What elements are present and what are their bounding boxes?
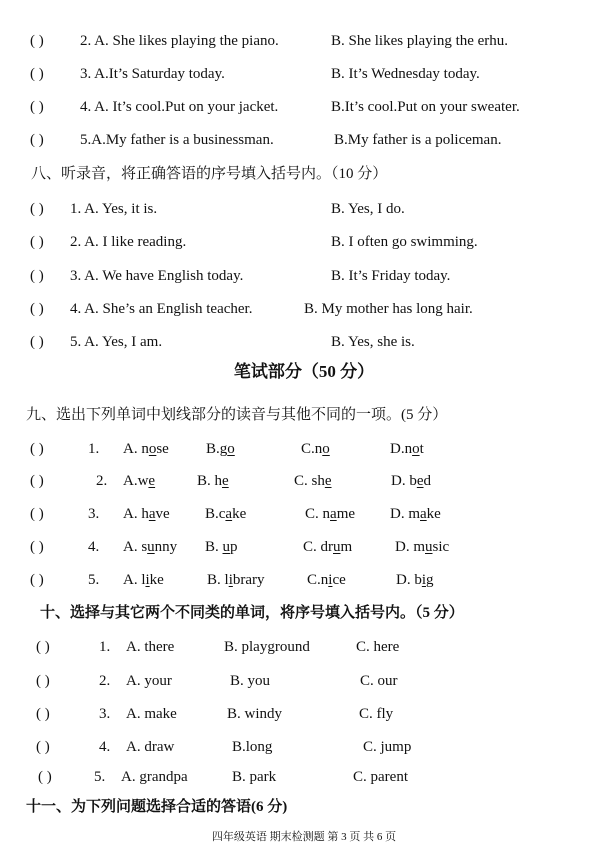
option-b: B. My mother has long hair. [304,301,473,317]
option-b: B. playground [224,639,310,655]
list-item [0,62,608,86]
option-d: D.not [390,441,424,457]
option-c: C. parent [353,769,408,785]
option-d: D. make [390,506,441,522]
option-d: D. music [395,539,450,555]
answer-blank[interactable]: ( ) [38,769,52,785]
section11-heading: 十一、为下列问题选择合适的答语(6 分) [26,799,288,815]
list-item [0,95,608,119]
answer-blank[interactable]: ( ) [30,572,44,588]
option-b: B.long [232,739,273,755]
option-a: 4. A. It’s cool.Put on your jacket. [80,99,279,115]
list-item [0,469,608,493]
option-b: B.It’s cool.Put on your sweater. [331,99,520,115]
answer-blank[interactable]: ( ) [30,301,44,317]
answer-blank[interactable]: ( ) [30,334,44,350]
answer-blank[interactable]: ( ) [30,99,44,115]
option-a: A. have [123,506,170,522]
option-b: B. you [230,673,271,689]
item-number: 5. [94,769,106,785]
answer-blank[interactable]: ( ) [30,234,44,250]
option-c: C. she [294,473,332,489]
list-item [0,437,608,461]
option-b: B. It’s Wednesday today. [331,66,480,82]
option-a: A. grandpa [121,769,188,785]
option-a: A. sunny [123,539,178,555]
option-a: A. like [123,572,164,588]
answer-blank[interactable]: ( ) [36,739,50,755]
list-item [0,535,608,559]
answer-blank[interactable]: ( ) [30,132,44,148]
item-number: 5. [88,572,100,588]
list-item [0,765,608,789]
list-item [0,230,608,254]
option-c: C. here [356,639,400,655]
page-footer: 四年级英语 期末检测题 第 3 页 共 6 页 [211,831,397,843]
item-number: 4. [99,739,111,755]
item-number: 3. [99,706,111,722]
option-a: 5.A.My father is a businessman. [80,132,274,148]
answer-blank[interactable]: ( ) [30,33,44,49]
item-number: 2. [96,473,108,489]
option-c: C. our [360,673,398,689]
section10-heading: 十、选择与其它两个不同类的单词，将序号填入括号内。（5 分） [40,605,464,621]
answer-blank[interactable]: ( ) [36,706,50,722]
list-item [0,128,608,152]
option-a: A. your [126,673,172,689]
answer-blank[interactable]: ( ) [36,639,50,655]
item-number: 2. [99,673,111,689]
list-item [0,197,608,221]
option-b: B. It’s Friday today. [331,268,451,284]
written-section-title: 笔试部分（50 分） [233,362,375,381]
option-a: A.we [123,473,156,489]
option-c: C.nice [307,572,346,588]
answer-blank[interactable]: ( ) [30,201,44,217]
list-item [0,669,608,693]
option-c: C.no [301,441,330,457]
option-b: B.go [206,441,235,457]
option-a: 1. A. Yes, it is. [70,201,158,217]
option-a: 4. A. She’s an English teacher. [70,301,253,317]
option-b: B. I often go swimming. [331,234,478,250]
option-b: B. library [207,572,265,588]
list-item [0,29,608,53]
option-b: B. Yes, I do. [331,201,405,217]
option-b: B. he [197,473,229,489]
option-a: 3. A. We have English today. [70,268,244,284]
option-b: B.cake [205,506,247,522]
option-a: A. draw [126,739,175,755]
option-a: 2. A. I like reading. [70,234,187,250]
answer-blank[interactable]: ( ) [30,66,44,82]
option-a: A. nose [123,441,169,457]
option-b: B. up [205,539,238,555]
option-a: A. make [126,706,177,722]
option-b: B. windy [227,706,283,722]
list-item [0,297,608,321]
option-a: 2. A. She likes playing the piano. [80,33,279,49]
answer-blank[interactable]: ( ) [30,441,44,457]
section9-heading: 九、选出下列单词中划线部分的读音与其他不同的一项。(5 分） [26,407,448,423]
answer-blank[interactable]: ( ) [30,506,44,522]
option-b: B. She likes playing the erhu. [331,33,509,49]
list-item [0,735,608,759]
option-b: B. park [232,769,277,785]
option-c: C. name [305,506,356,522]
list-item [0,502,608,526]
section8-heading: 八、听录音，将正确答语的序号填入括号内。（10 分） [31,166,388,182]
option-c: C. jump [363,739,412,755]
item-number: 1. [99,639,111,655]
option-a: A. there [126,639,175,655]
option-a: 5. A. Yes, I am. [70,334,163,350]
option-a: 3. A.It’s Saturday today. [80,66,225,82]
option-c: C. drum [303,539,353,555]
item-number: 3. [88,506,100,522]
option-b: B. Yes, she is. [331,334,415,350]
list-item [0,702,608,726]
answer-blank[interactable]: ( ) [36,673,50,689]
list-item [0,330,608,354]
answer-blank[interactable]: ( ) [30,539,44,555]
item-number: 4. [88,539,100,555]
list-item [0,264,608,288]
answer-blank[interactable]: ( ) [30,268,44,284]
list-item [0,635,608,659]
option-b: B.My father is a policeman. [334,132,502,148]
item-number: 1. [88,441,100,457]
option-d: D. big [396,572,434,588]
option-d: D. bed [391,473,432,489]
list-item [0,568,608,592]
option-c: C. fly [359,706,394,722]
answer-blank[interactable]: ( ) [30,473,44,489]
